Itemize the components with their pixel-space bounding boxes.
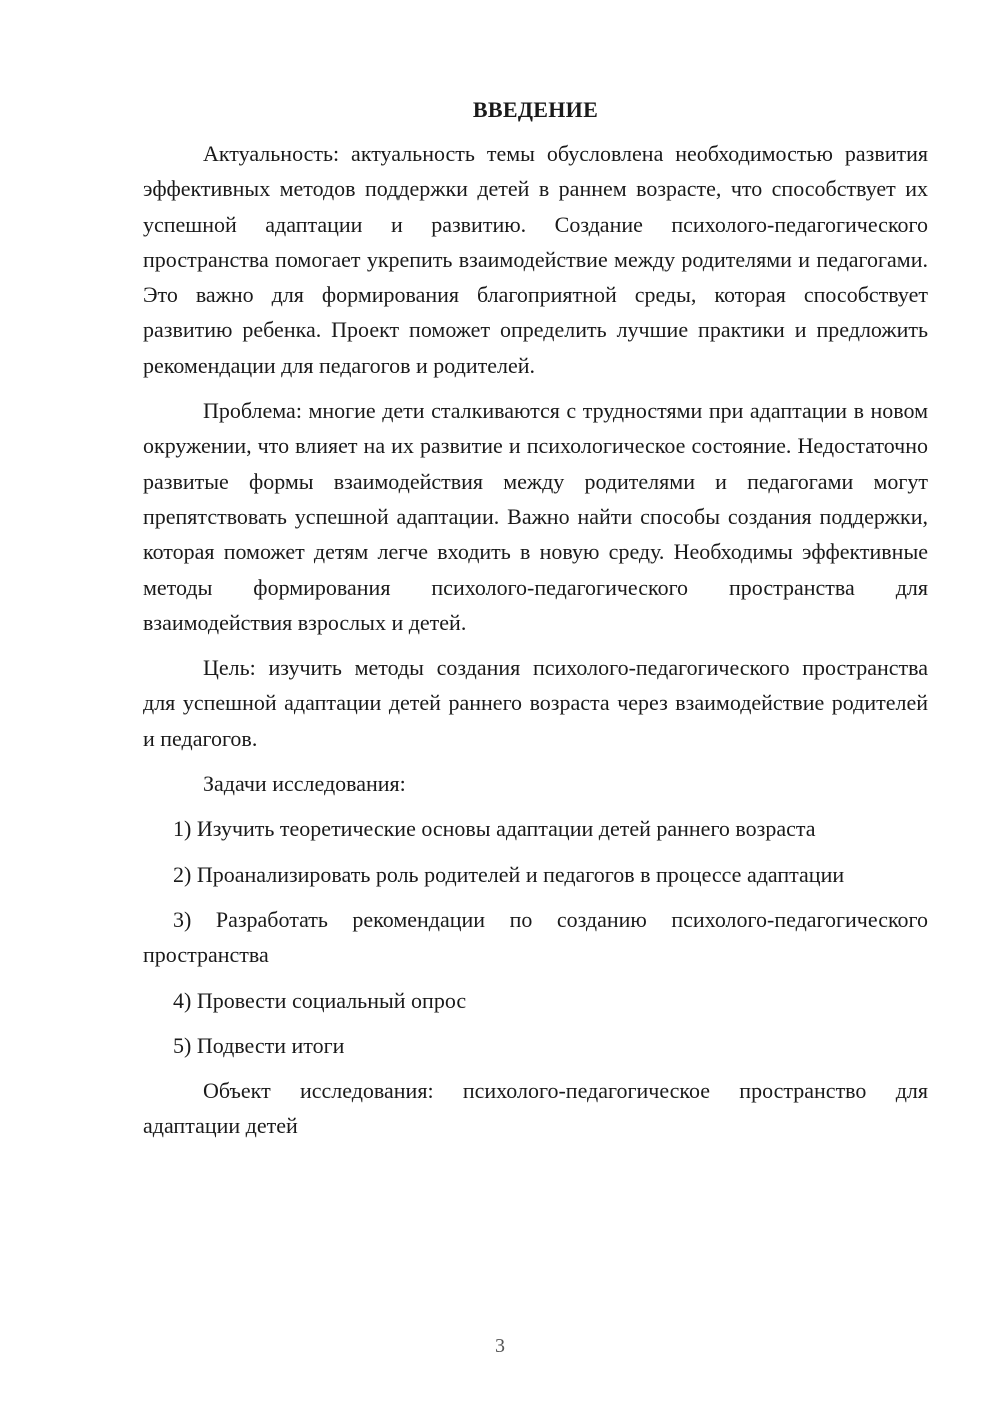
- document-page: [143, 88, 928, 1154]
- task-item: 3) Разработать рекомендации по созданию психолого-педагогического пространства: [143, 906, 928, 968]
- page-number: 3: [495, 1335, 505, 1357]
- tasks-list: [143, 811, 928, 1063]
- goal-paragraph: Цель: изучить методы создания психолого-педагогического пространства для успешной адаптации детей раннего возраста через взаимодействие родителей и педагогов.: [143, 655, 928, 751]
- task-item: 5) Подвести итоги: [173, 1032, 345, 1058]
- relevance-paragraph: Актуальность: актуальность темы обусловлена необходимостью развития эффективных методов поддержки детей в раннем возрасте, что способствует их успешной адаптации и развитию. Создание психолого-педагогического пространства помогает укрепить взаимодействие между родителями и педагогами. Это важно для формирования благоприятной среды, которая способствует развитию ребенка. Проект поможет определить лучшие практики и предложить рекомендации для педагогов и родителей.: [143, 141, 928, 378]
- document-title: ВВЕДЕНИЕ: [472, 97, 599, 122]
- object-paragraph: Объект исследования: психолого-педагогическое пространство для адаптации детей: [143, 1078, 928, 1139]
- task-item: 2) Проанализировать роль родителей и педагогов в процессе адаптации: [173, 861, 845, 887]
- task-item: 4) Провести социальный опрос: [173, 987, 467, 1013]
- tasks-heading: Задачи исследования:: [203, 771, 406, 797]
- task-item: 1) Изучить теоретические основы адаптации детей раннего возраста: [173, 816, 816, 842]
- problem-paragraph: Проблема: многие дети сталкиваются с трудностями при адаптации в новом окружении, что влияет на их развитие и психологическое состояние. Недостаточно развитые формы взаимодействия между родителями и педагогами могут препятствовать успешной адаптации. Важно найти способы создания поддержки, которая поможет детям легче входить в новую среду. Необходимы эффективные методы формирования психолого-педагогического пространства для взаимодействия взрослых и детей.: [143, 398, 928, 635]
